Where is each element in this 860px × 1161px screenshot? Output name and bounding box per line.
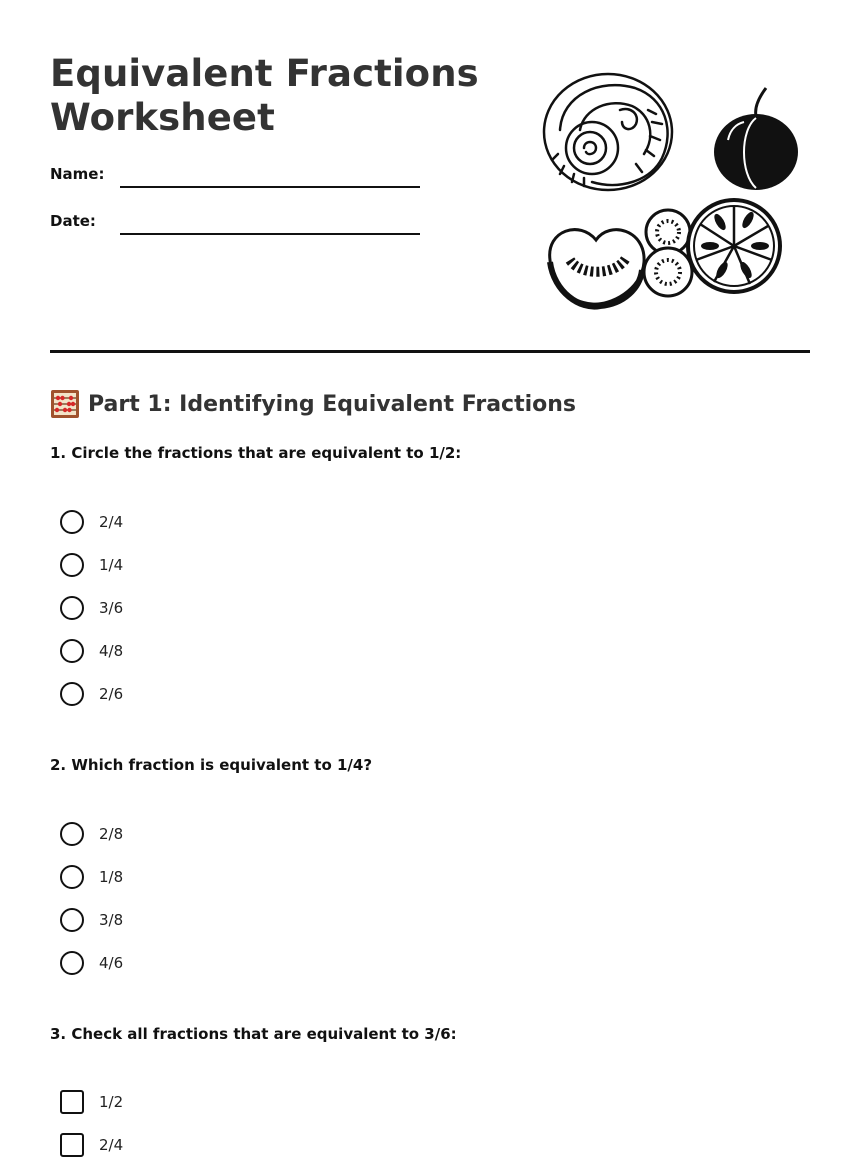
q1-radio-button[interactable] [60,639,84,663]
q2-radio-button[interactable] [60,822,84,846]
q2-option-label: 3/8 [99,911,124,929]
q1-option[interactable] [60,552,123,578]
question-3-prompt: 3. Check all fractions that are equivalent to 3/6: [50,1025,457,1043]
q1-option[interactable] [60,595,123,621]
q3-checkbox[interactable] [60,1133,84,1157]
q1-option[interactable] [60,681,123,707]
q2-option[interactable] [60,907,123,933]
name-label: Name: [50,165,105,183]
header-divider [50,350,810,353]
fruit-illustration-icon [540,70,810,310]
q1-option[interactable] [60,638,123,664]
q2-option-label: 1/8 [99,868,124,886]
q1-option-label: 2/6 [99,685,124,703]
date-input-line[interactable] [120,233,420,235]
q3-option-label: 1/2 [99,1093,124,1111]
worksheet-title-line-2: Worksheet [50,96,275,139]
worksheet-title [50,52,490,140]
date-field [50,212,430,236]
q2-radio-button[interactable] [60,865,84,889]
q3-option-label: 2/4 [99,1136,124,1154]
q2-option-label: 4/6 [99,954,124,972]
q1-option-label: 4/8 [99,642,124,660]
question-2-prompt: 2. Which fraction is equivalent to 1/4? [50,756,373,774]
q1-radio-button[interactable] [60,682,84,706]
part1-heading [50,388,576,420]
date-label: Date: [50,212,96,230]
q1-radio-button[interactable] [60,510,84,534]
q1-radio-button[interactable] [60,596,84,620]
q1-radio-button[interactable] [60,553,84,577]
q3-option[interactable] [60,1089,123,1115]
name-field [50,165,430,189]
q2-radio-button[interactable] [60,908,84,932]
q2-option-label: 2/8 [99,825,124,843]
q3-checkbox[interactable] [60,1090,84,1114]
q1-option-label: 1/4 [99,556,124,574]
worksheet-title-line-1: Equivalent Fractions [50,52,479,95]
part1-title: Part 1: Identifying Equivalent Fractions [88,391,577,417]
q2-option[interactable] [60,950,123,976]
name-input-line[interactable] [120,186,420,188]
q2-option[interactable] [60,864,123,890]
q3-option[interactable] [60,1132,123,1158]
q1-option-label: 2/4 [99,513,124,531]
q1-option[interactable] [60,509,123,535]
question-1-prompt: 1. Circle the fractions that are equivalent to 1/2: [50,444,462,462]
abacus-icon [50,389,80,419]
q1-option-label: 3/6 [99,599,124,617]
q2-option[interactable] [60,821,123,847]
q2-radio-button[interactable] [60,951,84,975]
